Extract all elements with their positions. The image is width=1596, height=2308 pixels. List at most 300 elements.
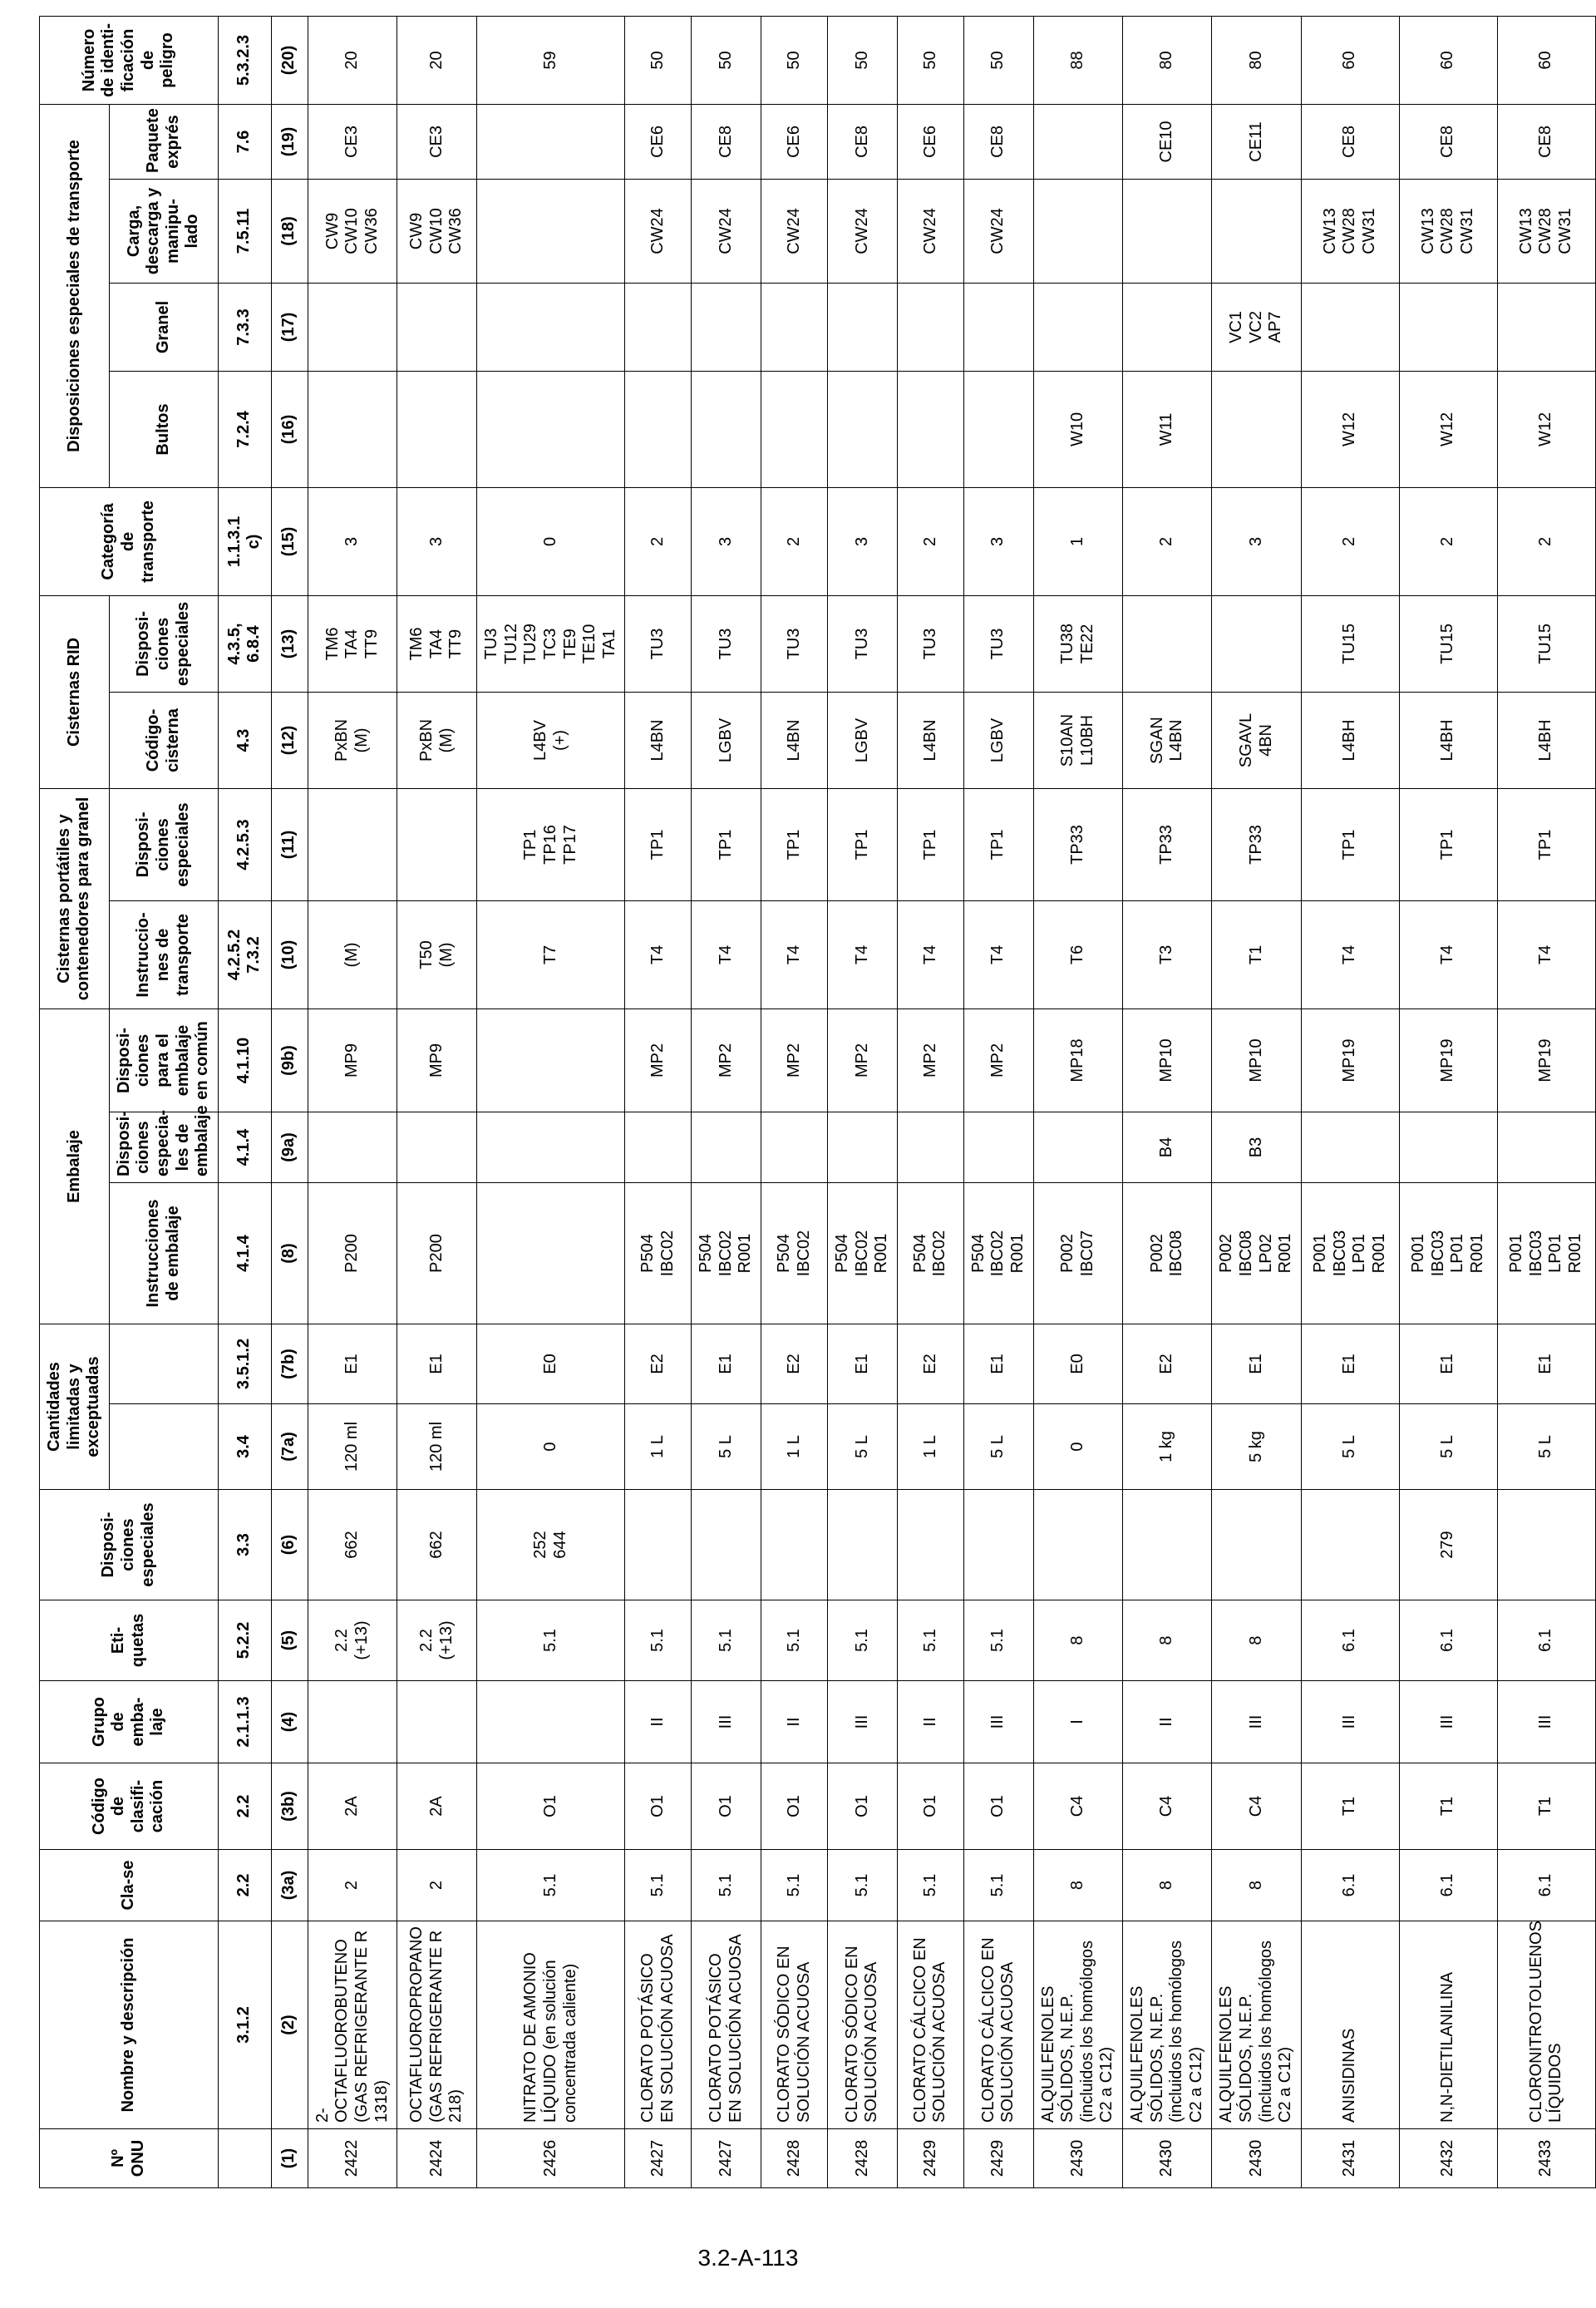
table-cell: TP1 (625, 788, 692, 900)
table-cell: TU38 TE22 (1033, 595, 1122, 692)
table-cell: P001 IBC03 LP01 R001 (1497, 1183, 1595, 1324)
table-cell: 5.1 (477, 1850, 625, 1921)
table-cell: VC1 VC2 AP7 (1212, 283, 1301, 371)
table-cell: TP33 (1123, 788, 1212, 900)
header-limited-quantities-7a (109, 1404, 218, 1490)
column-number-cell: (3a) (271, 1850, 308, 1921)
table-cell: E2 (625, 1324, 692, 1404)
table-cell: 6.1 (1301, 1600, 1399, 1681)
table-cell (692, 371, 761, 487)
header-mixed-packing-provisions: Disposi-ciones para el embalaje en común (109, 1009, 218, 1112)
column-number-cell: (19) (271, 104, 308, 179)
un-number-cell: 2427 (625, 2129, 692, 2188)
un-number-cell: 2432 (1399, 2129, 1497, 2188)
header-row-groups (40, 16, 110, 2187)
reference-cell: 2.2 (218, 1763, 271, 1850)
table-cell: TP1 (1399, 788, 1497, 900)
table-cell: 3 (397, 487, 477, 595)
reference-cell: 4.3 (218, 692, 271, 788)
table-cell: E1 (828, 1324, 898, 1404)
un-number-cell: 2430 (1123, 2129, 1212, 2188)
table-cell: E2 (897, 1324, 963, 1404)
table-row (963, 16, 1033, 2187)
table-cell: P504 IBC02 (897, 1183, 963, 1324)
table-cell: 120 ml (308, 1404, 397, 1490)
table-cell: 8 (1033, 1600, 1122, 1681)
table-cell: T4 (1399, 900, 1497, 1009)
table-cell: 6.1 (1301, 1850, 1399, 1921)
table-cell: 3 (308, 487, 397, 595)
table-cell: TU15 (1399, 595, 1497, 692)
table-row (308, 16, 397, 2187)
table-cell: 5 L (692, 1404, 761, 1490)
table-cell: C4 (1123, 1763, 1212, 1850)
table-cell (1123, 1490, 1212, 1600)
table-cell: E1 (963, 1324, 1033, 1404)
column-number-cell: (16) (271, 371, 308, 487)
table-cell (397, 788, 477, 900)
table-cell (1123, 595, 1212, 692)
table-row (1123, 16, 1212, 2187)
table-cell: 5.1 (477, 1600, 625, 1681)
table-cell: PxBN (M) (397, 692, 477, 788)
column-number-cell: (18) (271, 179, 308, 283)
table-cell: 120 ml (397, 1404, 477, 1490)
substance-name-cell: CLORATO POTÁSICO EN SOLUCIÓN ACUOSA (692, 1921, 761, 2129)
table-cell: 2 (1301, 487, 1399, 595)
table-cell: TU3 (625, 595, 692, 692)
table-row (625, 16, 692, 2187)
table-cell: 2 (1399, 487, 1497, 595)
header-name: Nombre y descripción (40, 1921, 219, 2129)
header-bulk: Granel (109, 283, 218, 371)
table-cell: 5.1 (963, 1600, 1033, 1681)
table-cell (1399, 1112, 1497, 1183)
table-cell (477, 1009, 625, 1112)
table-cell: CE3 (397, 104, 477, 179)
table-cell (308, 1681, 397, 1763)
table-cell: 3 (692, 487, 761, 595)
table-cell: T4 (828, 900, 898, 1009)
table-row (1497, 16, 1595, 2187)
table-cell: MP9 (397, 1009, 477, 1112)
table-cell: 5 kg (1212, 1404, 1301, 1490)
reference-cell: 1.1.3.1 c) (218, 487, 271, 595)
table-cell: MP2 (692, 1009, 761, 1112)
table-cell: TP1 (1497, 788, 1595, 900)
header-tank-code: Código-cisterna (109, 692, 218, 788)
table-cell (1033, 1490, 1122, 1600)
table-cell: T4 (1301, 900, 1399, 1009)
table-cell (761, 1112, 828, 1183)
table-cell (477, 283, 625, 371)
table-cell: L4BH (1301, 692, 1399, 788)
table-cell: P002 IBC08 LP02 R001 (1212, 1183, 1301, 1324)
table-cell: TU3 (692, 595, 761, 692)
table-cell: III (1399, 1681, 1497, 1763)
table-cell: 60 (1497, 16, 1595, 104)
table-cell: CE6 (625, 104, 692, 179)
reference-row (218, 16, 271, 2187)
table-cell (625, 1112, 692, 1183)
un-number-cell: 2428 (828, 2129, 898, 2188)
table-cell: O1 (897, 1763, 963, 1850)
table-cell: LGBV (828, 692, 898, 788)
table-cell: TP1 (692, 788, 761, 900)
header-portable-tanks: Cisternas portátiles y contenedores para granel (40, 788, 110, 1009)
table-cell: 5 L (1497, 1404, 1595, 1490)
table-row (761, 16, 828, 2187)
table-cell: CE3 (308, 104, 397, 179)
header-loading: Carga, descarga y manipu-lado (109, 179, 218, 283)
table-cell: CE8 (1497, 104, 1595, 179)
table-cell: 59 (477, 16, 625, 104)
table-cell: CW24 (828, 179, 898, 283)
table-cell (761, 283, 828, 371)
table-cell: CW24 (625, 179, 692, 283)
table-cell: LGBV (963, 692, 1033, 788)
table-cell: MP2 (828, 1009, 898, 1112)
table-cell: 2 (897, 487, 963, 595)
table-cell (308, 1112, 397, 1183)
table-cell: CE11 (1212, 104, 1301, 179)
table-cell: E2 (761, 1324, 828, 1404)
table-cell (1033, 283, 1122, 371)
table-cell (1301, 1490, 1399, 1600)
table-cell (625, 371, 692, 487)
table-cell (761, 1490, 828, 1600)
table-cell (1033, 104, 1122, 179)
table-cell: 5.1 (761, 1850, 828, 1921)
un-number-cell: 2429 (963, 2129, 1033, 2188)
header-special-provisions: Disposi-ciones especiales (40, 1490, 219, 1600)
table-cell (1399, 283, 1497, 371)
table-cell (397, 1681, 477, 1763)
table-cell: W11 (1123, 371, 1212, 487)
table-cell: 5.1 (897, 1600, 963, 1681)
table-cell: O1 (477, 1763, 625, 1850)
table-cell: P504 IBC02 (761, 1183, 828, 1324)
reference-cell: 3.3 (218, 1490, 271, 1600)
table-cell (625, 283, 692, 371)
table-cell: CE8 (963, 104, 1033, 179)
table-cell: P002 IBC08 (1123, 1183, 1212, 1324)
table-cell (1212, 179, 1301, 283)
table-cell: II (897, 1681, 963, 1763)
table-cell: 5 L (828, 1404, 898, 1490)
table-cell: T4 (692, 900, 761, 1009)
un-number-cell: 2430 (1033, 2129, 1122, 2188)
table-cell (897, 371, 963, 487)
reference-cell: 2.2 (218, 1850, 271, 1921)
table-cell: L4BN (897, 692, 963, 788)
table-cell: SGAN L4BN (1123, 692, 1212, 788)
table-cell: T1 (1212, 900, 1301, 1009)
table-cell (963, 283, 1033, 371)
un-number-cell: 2433 (1497, 2129, 1595, 2188)
un-number-cell: 2427 (692, 2129, 761, 2188)
table-cell: TP1 (828, 788, 898, 900)
table-cell (397, 283, 477, 371)
table-cell: TU3 (897, 595, 963, 692)
table-cell: 2 (397, 1850, 477, 1921)
substance-name-cell: ANISIDINAS (1301, 1921, 1399, 2129)
table-cell: S10AN L10BH (1033, 692, 1122, 788)
table-cell: P001 IBC03 LP01 R001 (1301, 1183, 1399, 1324)
table-row (692, 16, 761, 2187)
table-body (308, 16, 1595, 2187)
table-cell: T4 (625, 900, 692, 1009)
table-cell: 2 (308, 1850, 397, 1921)
table-cell: 5.1 (761, 1600, 828, 1681)
table-cell: 5.1 (625, 1850, 692, 1921)
table-cell (963, 371, 1033, 487)
page-number: 3.2-A-113 (697, 2245, 799, 2271)
table-cell: MP2 (761, 1009, 828, 1112)
header-tank-special-provisions: Disposi-ciones especiales (109, 788, 218, 900)
table-cell (397, 1112, 477, 1183)
table-cell: CE8 (692, 104, 761, 179)
table-cell: 60 (1399, 16, 1497, 104)
column-number-cell: (9a) (271, 1112, 308, 1183)
table-row (828, 16, 898, 2187)
table-cell: TP33 (1212, 788, 1301, 900)
table-cell (692, 1112, 761, 1183)
reference-cell: 4.1.10 (218, 1009, 271, 1112)
table-row (1301, 16, 1399, 2187)
table-cell: TU15 (1301, 595, 1399, 692)
table-cell: T50 (M) (397, 900, 477, 1009)
reference-cell: 2.1.1.3 (218, 1681, 271, 1763)
table-cell: 50 (761, 16, 828, 104)
header-packing-instructions: Instrucciones de embalaje (109, 1183, 218, 1324)
table-cell: 5 L (1301, 1404, 1399, 1490)
table-cell: O1 (692, 1763, 761, 1850)
table-cell: E1 (1212, 1324, 1301, 1404)
column-number-cell: (9b) (271, 1009, 308, 1112)
table-cell: 60 (1301, 16, 1399, 104)
table-cell: TU3 TU12 TU29 TC3 TE9 TE10 TA1 (477, 595, 625, 692)
un-number-cell: 2430 (1212, 2129, 1301, 2188)
substance-name-cell: CLORATO CÁLCICO EN SOLUCIÓN ACUOSA (897, 1921, 963, 2129)
table-cell (1123, 179, 1212, 283)
table-cell: CW24 (761, 179, 828, 283)
table-cell (1497, 1490, 1595, 1600)
table-cell: 50 (625, 16, 692, 104)
table-cell: E0 (1033, 1324, 1122, 1404)
table-cell: 279 (1399, 1490, 1497, 1600)
table-cell: 5.1 (625, 1600, 692, 1681)
un-number-cell: 2428 (761, 2129, 828, 2188)
table-cell: T1 (1301, 1763, 1399, 1850)
table-cell: MP10 (1123, 1009, 1212, 1112)
table-row (397, 16, 477, 2187)
table-row (897, 16, 963, 2187)
table-cell: 2.2 (+13) (308, 1600, 397, 1681)
reference-cell: 3.1.2 (218, 1921, 271, 2129)
column-number-cell: (10) (271, 900, 308, 1009)
table-row (477, 16, 625, 2187)
reference-cell: 4.2.5.3 (218, 788, 271, 900)
table-cell: W12 (1399, 371, 1497, 487)
reference-cell: 7.3.3 (218, 283, 271, 371)
substance-name-cell: ALQUILFENOLES SÓLIDOS, N.E.P. (incluidos los homólogos C2 a C12) (1123, 1921, 1212, 2129)
table-cell: 1 (1033, 487, 1122, 595)
table-cell (1033, 1112, 1122, 1183)
table-cell (963, 1490, 1033, 1600)
table-cell: P200 (308, 1183, 397, 1324)
table-cell: TP1 TP16 TP17 (477, 788, 625, 900)
header-labels: Eti-quetas (40, 1600, 219, 1681)
header-special-packing-provisions: Disposi-ciones especia-les de embalaje (109, 1112, 218, 1183)
table-cell: 1 kg (1123, 1404, 1212, 1490)
table-cell: 8 (1123, 1850, 1212, 1921)
table-cell: O1 (963, 1763, 1033, 1850)
table-cell: TM6 TA4 TT9 (397, 595, 477, 692)
table-cell: B4 (1123, 1112, 1212, 1183)
table-cell (477, 1183, 625, 1324)
table-cell: E1 (1399, 1324, 1497, 1404)
table-cell (897, 1490, 963, 1600)
table-cell: C4 (1212, 1763, 1301, 1850)
header-packing-group: Grupo de emba-laje (40, 1681, 219, 1763)
reference-cell (218, 2129, 271, 2188)
table-cell (477, 104, 625, 179)
table-cell: MP19 (1399, 1009, 1497, 1112)
header-hazard-id: Número de identi-ficación de peligro (40, 16, 219, 104)
table-cell: 3 (1212, 487, 1301, 595)
table-cell: 1 L (897, 1404, 963, 1490)
table-cell: W10 (1033, 371, 1122, 487)
table-cell: TU15 (1497, 595, 1595, 692)
table-cell: CE10 (1123, 104, 1212, 179)
table-cell: MP18 (1033, 1009, 1122, 1112)
table-cell (477, 1681, 625, 1763)
table-cell (477, 179, 625, 283)
header-special-provisions-transport: Disposiciones especiales de transporte (40, 104, 110, 487)
table-cell: TM6 TA4 TT9 (308, 595, 397, 692)
table-cell: L4BH (1497, 692, 1595, 788)
reference-cell: 7.5.11 (218, 179, 271, 283)
substance-name-cell: CLORATO POTÁSICO EN SOLUCIÓN ACUOSA (625, 1921, 692, 2129)
table-cell: TP1 (963, 788, 1033, 900)
reference-cell: 3.4 (218, 1404, 271, 1490)
table-cell (1301, 1112, 1399, 1183)
table-cell: CE6 (761, 104, 828, 179)
table-cell: 5 L (963, 1404, 1033, 1490)
table-cell: III (1497, 1681, 1595, 1763)
table-cell: 80 (1123, 16, 1212, 104)
table-cell: CE6 (897, 104, 963, 179)
table-cell (897, 1112, 963, 1183)
column-number-cell: (13) (271, 595, 308, 692)
table-cell: III (963, 1681, 1033, 1763)
header-un-number: Nº ONU (40, 2129, 219, 2188)
header-packages: Bultos (109, 371, 218, 487)
table-cell (625, 1490, 692, 1600)
table-cell: 662 (397, 1490, 477, 1600)
table-cell: III (1212, 1681, 1301, 1763)
table-cell: CE8 (1399, 104, 1497, 179)
table-cell: P504 IBC02 (625, 1183, 692, 1324)
table-cell: 2A (308, 1763, 397, 1850)
table-cell: E1 (308, 1324, 397, 1404)
table-cell: CW24 (897, 179, 963, 283)
table-cell: E0 (477, 1324, 625, 1404)
substance-name-cell: OCTAFLUOROPROPANO (GAS REFRIGERANTE R 218) (397, 1921, 477, 2129)
header-rid-tanks: Cisternas RID (40, 595, 110, 788)
table-cell: W12 (1301, 371, 1399, 487)
table-cell (963, 1112, 1033, 1183)
dangerous-goods-table (39, 16, 1596, 2188)
column-number-row (271, 16, 308, 2187)
table-cell (308, 283, 397, 371)
table-cell: 80 (1212, 16, 1301, 104)
substance-name-cell: CLORATO SÓDICO EN SOLUCIÓN ACUOSA (828, 1921, 898, 2129)
table-cell (828, 1112, 898, 1183)
table-cell: 5 L (1399, 1404, 1497, 1490)
table-cell: MP2 (963, 1009, 1033, 1112)
table-cell (477, 1112, 625, 1183)
table-cell: 3 (828, 487, 898, 595)
table-cell: T6 (1033, 900, 1122, 1009)
table-cell: 1 L (761, 1404, 828, 1490)
table-cell: TP33 (1033, 788, 1122, 900)
header-limited-quantities-7b (109, 1324, 218, 1404)
table-cell: L4BH (1399, 692, 1497, 788)
un-number-cell: 2429 (897, 2129, 963, 2188)
table-cell: MP10 (1212, 1009, 1301, 1112)
column-number-cell: (5) (271, 1600, 308, 1681)
table-cell: MP9 (308, 1009, 397, 1112)
table-cell: CE8 (828, 104, 898, 179)
table-cell: E1 (1301, 1324, 1399, 1404)
table-cell: 5.1 (897, 1850, 963, 1921)
table-cell: CW13 CW28 CW31 (1301, 179, 1399, 283)
table-cell: W12 (1497, 371, 1595, 487)
table-cell: CW13 CW28 CW31 (1497, 179, 1595, 283)
table-cell: II (761, 1681, 828, 1763)
table-cell: E1 (397, 1324, 477, 1404)
table-cell: 2 (1497, 487, 1595, 595)
table-cell (828, 1490, 898, 1600)
table-cell: 2.2 (+13) (397, 1600, 477, 1681)
table-cell: 5.1 (963, 1850, 1033, 1921)
table-cell: 1 L (625, 1404, 692, 1490)
table-cell: L4BV (+) (477, 692, 625, 788)
table-cell: 20 (308, 16, 397, 104)
reference-cell: 4.1.4 (218, 1112, 271, 1183)
table-row (1033, 16, 1122, 2187)
table-cell: 50 (963, 16, 1033, 104)
table-cell: T1 (1399, 1763, 1497, 1850)
table-cell (1212, 1490, 1301, 1600)
table-cell: O1 (761, 1763, 828, 1850)
table-cell: MP2 (897, 1009, 963, 1112)
table-cell (897, 283, 963, 371)
table-cell: 0 (477, 1404, 625, 1490)
table-cell: 50 (692, 16, 761, 104)
column-number-cell: (7b) (271, 1324, 308, 1404)
table-cell (308, 371, 397, 487)
table-row (1399, 16, 1497, 2187)
substance-name-cell: CLORONITROTOLUENOS LÍQUIDOS (1497, 1921, 1595, 2129)
table-cell (1212, 371, 1301, 487)
table-cell: CW9 CW10 CW36 (308, 179, 397, 283)
table-cell: TP1 (1301, 788, 1399, 900)
table-cell (1033, 179, 1122, 283)
table-cell: TP1 (897, 788, 963, 900)
